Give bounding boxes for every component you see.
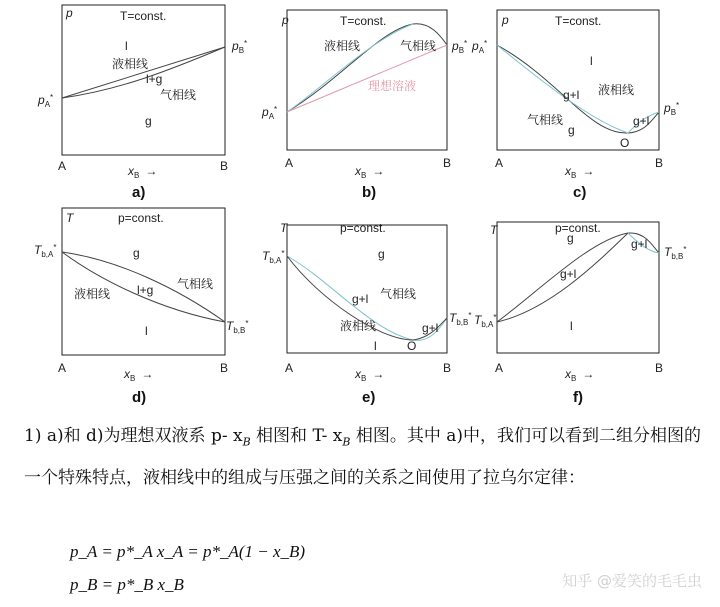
panel-d-xaxis: $x_B$ →: [124, 367, 154, 383]
panel-a-left-end: $p_A^*$: [38, 93, 54, 109]
panel-d-vap: 气相线: [177, 277, 214, 291]
equation-pB: p_B = p*_B x_B: [70, 575, 184, 594]
panel-e-caption: e): [362, 389, 376, 406]
panel-e-ylabel: T: [280, 221, 288, 235]
panel-b-left-end: $p_A^*$: [262, 105, 278, 121]
panel-e-const: p=const.: [340, 221, 386, 235]
panel-c-xA: A: [495, 156, 504, 170]
panel-a-liquidus: [62, 47, 225, 98]
equation-pA: p_A = p*_A x_A = p*_A(1 − x_B): [70, 542, 306, 561]
panel-e-vap: 气相线: [380, 287, 417, 301]
paragraph-sub-1: B: [242, 435, 251, 449]
panel-e-liq: 液相线: [340, 319, 377, 333]
paragraph-part-1: 1) a)和 d)为理想双液系 p- x: [24, 426, 243, 446]
panel-c-left-end: $p_A^*$: [472, 39, 488, 55]
panel-f-xA: A: [495, 361, 504, 375]
panel-c-gl2: g+l: [633, 114, 650, 128]
panel-a-vap: 气相线: [160, 88, 197, 102]
panel-b-liquidus: [287, 24, 447, 112]
panel-d-g: g: [133, 246, 140, 260]
panel-f-g: g: [567, 231, 574, 245]
panel-f-left-end: $T_{b,A}^*$: [474, 313, 497, 329]
panel-d-ylabel: T: [66, 211, 74, 225]
panel-a-xB: B: [220, 159, 229, 173]
panel-c-xB: B: [655, 156, 664, 170]
panel-b-xB: B: [443, 156, 452, 170]
panel-b-xaxis: $x_B$ →: [355, 164, 385, 180]
panel-d-l: l: [145, 324, 148, 338]
paragraph-part-3: 相图。其中 a)中，我们可以看到二组分相图的一个特殊特点，液相线中的组成与压强之间的关系之间使用了拉乌尔定律：: [24, 426, 702, 489]
panel-b-frame: [287, 10, 447, 150]
panel-e-xaxis: $x_B$ →: [355, 367, 385, 383]
panel-f-l: l: [570, 319, 573, 333]
panel-d-const: p=const.: [118, 211, 164, 225]
panel-c-caption: c): [573, 184, 587, 201]
panel-f-gl: g+l: [560, 267, 577, 281]
panel-a-right-end: $p_B^*$: [232, 39, 248, 55]
panel-f-const: p=const.: [555, 221, 601, 235]
panel-a-xaxis: $x_B$ →: [128, 164, 158, 180]
panel-a-const: T=const.: [120, 9, 167, 23]
panel-c-gl: g+l: [563, 88, 580, 102]
panel-a-lg: l+g: [146, 72, 163, 86]
panel-d-liq: 液相线: [74, 287, 111, 301]
panel-c-l: l: [590, 54, 593, 68]
panel-e-right-end: $T_{b,B}^*$: [449, 311, 472, 327]
panel-e-gl2: g+l: [422, 321, 439, 335]
panel-f-caption: f): [573, 389, 583, 406]
panel-a-l: l: [125, 39, 128, 53]
paragraph-sub-2: B: [342, 435, 351, 449]
panel-d-xA: A: [58, 361, 67, 375]
panel-a-xA: A: [58, 159, 67, 173]
panel-f-xB: B: [655, 361, 664, 375]
panel-d-right-end: $T_{b,B}^*$: [226, 319, 249, 335]
panel-d-lg: l+g: [137, 283, 154, 297]
panel-e-O: O: [407, 339, 417, 353]
panel-b-vap: 气相线: [400, 39, 437, 53]
panel-a: [37, 5, 247, 201]
panel-b-xA: A: [285, 156, 294, 170]
panel-d-xB: B: [220, 361, 229, 375]
panel-b-ideal: [287, 45, 447, 112]
panel-c-liq: 液相线: [598, 83, 635, 97]
panel-f-gl2: g+l: [631, 237, 648, 251]
panel-a-frame: [62, 5, 225, 155]
panel-c-right-end: $p_B^*$: [664, 101, 680, 117]
panel-c-g: g: [568, 123, 575, 137]
panel-b-right-end: $p_B^*$: [452, 39, 468, 55]
panel-e-xA: A: [285, 361, 294, 375]
panel-d-left-end: $T_{b,A}^*$: [34, 243, 57, 259]
panel-b-ylabel: p: [282, 13, 289, 27]
panel-d: [34, 208, 248, 406]
panel-a-ylabel: p: [66, 6, 73, 20]
panel-b: [261, 10, 467, 201]
panel-c-const: T=const.: [555, 14, 602, 28]
panel-e: [262, 221, 471, 406]
panel-c: [471, 10, 679, 201]
panel-e-xB: B: [443, 361, 452, 375]
panel-f-xaxis: $x_B$ →: [565, 367, 595, 383]
panel-c-vap: 气相线: [527, 113, 564, 127]
panel-b-const: T=const.: [340, 14, 387, 28]
panel-e-l: l: [374, 339, 377, 353]
panel-f-ylabel: T: [490, 223, 498, 237]
panel-e-g: g: [378, 247, 385, 261]
panel-c-O: O: [620, 136, 630, 150]
panel-c-xaxis: $x_B$ →: [565, 164, 595, 180]
panel-a-caption: a): [132, 184, 146, 201]
panel-a-liq: 液相线: [112, 57, 149, 71]
panel-e-left-end: $T_{b,A}^*$: [262, 249, 285, 265]
body-paragraph: [24, 418, 704, 497]
panel-b-caption: b): [362, 184, 377, 201]
watermark: 知乎 @爱笑的毛毛虫: [562, 572, 702, 590]
panel-c-ylabel: p: [502, 13, 509, 27]
panel-a-g: g: [145, 114, 152, 128]
panel-f: [474, 221, 686, 406]
panel-b-liq: 液相线: [324, 39, 361, 53]
panel-c-frame: [497, 10, 659, 150]
panel-f-right-end: $T_{b,B}^*$: [664, 245, 687, 261]
paragraph-part-2: 相图和 T- x: [250, 426, 343, 446]
panel-e-gl: g+l: [352, 292, 369, 306]
panel-d-caption: d): [132, 389, 147, 406]
panel-b-ideal-label: 理想溶液: [368, 79, 417, 93]
